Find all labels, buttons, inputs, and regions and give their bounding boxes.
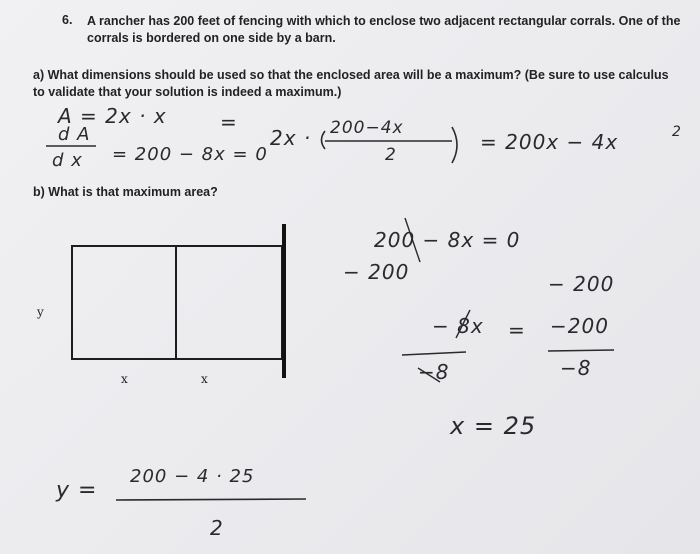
area-eq-equals: = [220, 110, 238, 134]
paren-right [452, 127, 457, 163]
part-a-suffix: that your solution is indeed a maximum.) [94, 85, 342, 99]
part-b-prompt: b) What is that maximum area? [33, 185, 218, 199]
deriv-da: d A [58, 124, 91, 145]
area-eq-b: 2x · [270, 126, 312, 150]
area-eq-a: A = 2x · x [58, 104, 167, 128]
solve-step-2b: − 200 [548, 272, 615, 296]
question-text: A rancher has 200 feet of fencing with which to enclose two adjacent rectangular corrals. One of the corrals is bordered on one side by a barn. [87, 14, 681, 45]
paren-left [322, 131, 326, 149]
solve-result-x: x = 25 [450, 412, 537, 440]
solve-step-4b: −8 [560, 356, 592, 380]
fraction-bar-3 [548, 350, 614, 351]
solve-step-3a: − 8x [432, 314, 484, 338]
area-eq-num: 200−4x [330, 118, 404, 138]
solve-step-3eq: = [508, 318, 526, 342]
bottom-label-x2: x [201, 372, 208, 386]
fraction-bar-2 [402, 352, 466, 355]
area-eq-result: = 200x − 4x [480, 130, 619, 154]
area-eq-den: 2 [385, 145, 397, 165]
deriv-dx: d x [52, 150, 83, 171]
solve-step-3b: −200 [550, 314, 609, 338]
solve-step-2a: − 200 [343, 260, 410, 284]
bottom-label-x1: x [121, 372, 128, 386]
fraction-bar-4 [116, 499, 306, 500]
y-eq-lhs: y = [56, 478, 98, 503]
part-a-bold: validate [48, 85, 95, 99]
solve-step-4a: −8 [418, 360, 450, 384]
side-label-y: y [37, 305, 44, 319]
question-number: 6. [62, 13, 73, 27]
y-eq-den: 2 [210, 516, 224, 540]
solve-step-1: 200 − 8x = 0 [374, 228, 521, 252]
part-a-prefix: a) What dimensions should be used so that the enclosed area will be a maximum? (Be sure to use calculus to [33, 68, 669, 99]
area-eq-exp: 2 [672, 124, 682, 140]
deriv-eq: = 200 − 8x = 0 [112, 144, 268, 165]
y-eq-num: 200 − 4 · 25 [130, 466, 255, 487]
